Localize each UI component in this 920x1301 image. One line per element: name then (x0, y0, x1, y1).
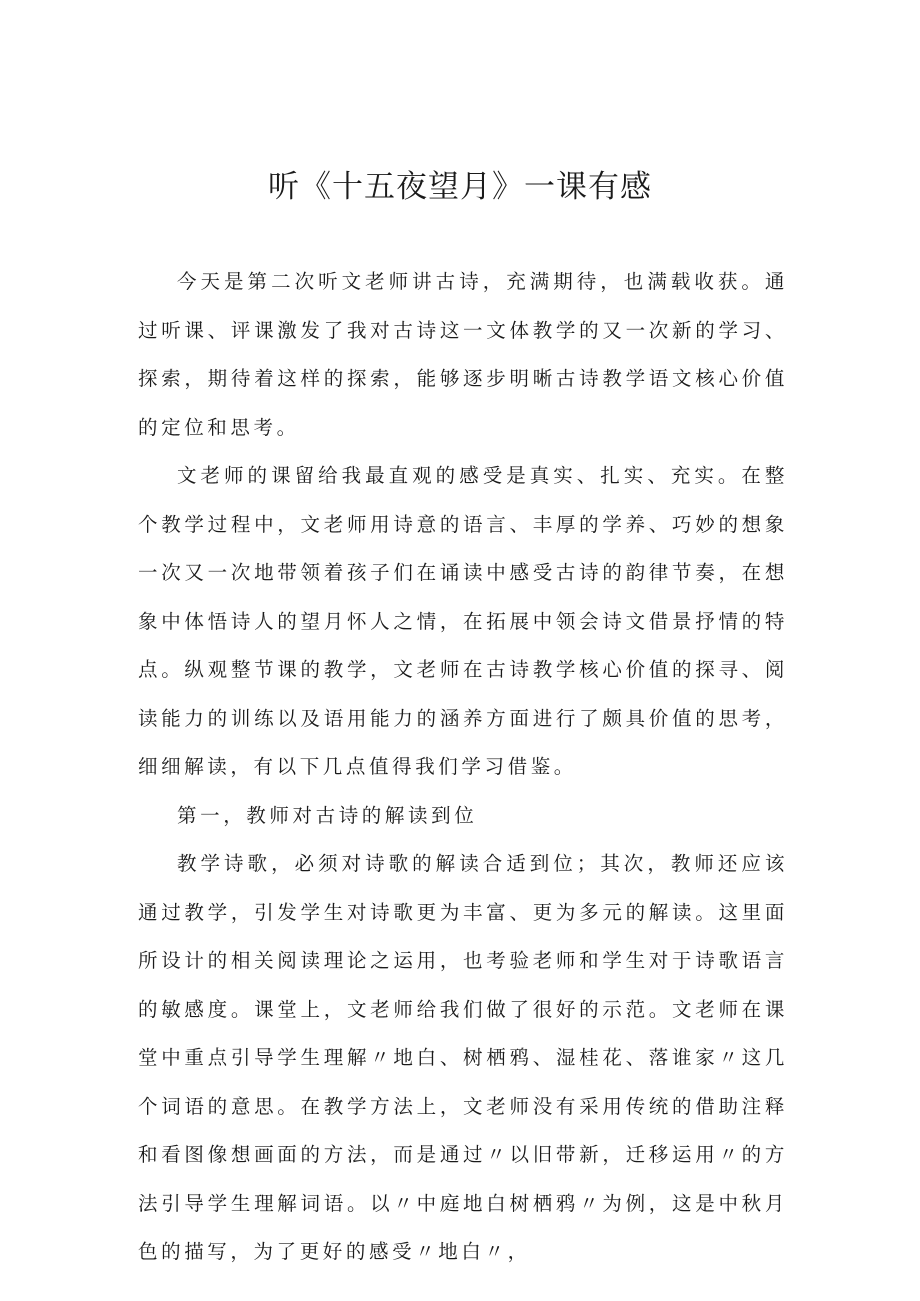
paragraph-first-point: 教学诗歌，必须对诗歌的解读合适到位；其次，教师还应该通过教学，引发学生对诗歌更为丰富、更为多元的解读。这里面所设计的相关阅读理论之运用，也考验老师和学生对于诗歌语言的敏感度。课堂上，文老师给我们做了很好的示范。文老师在课堂中重点引导学生理解〃地白、树栖鸦、湿桂花、落谁家〃这几个词语的意思。在教学方法上，文老师没有采用传统的借助注释和看图像想画面的方法，而是通过〃以旧带新，迁移运用〃的方法引导学生理解词语。以〃中庭地白树栖鸦〃为例，这是中秋月色的描写，为了更好的感受〃地白〃， (138, 852, 788, 1263)
paragraph-impression: 文老师的课留给我最直观的感受是真实、扎实、充实。在整个教学过程中，文老师用诗意的语言、丰厚的学养、巧妙的想象一次又一次地带领着孩子们在诵读中感受古诗的韵律节奏，在想象中体悟诗人的望月怀人之情，在拓展中领会诗文借景抒情的特点。纵观整节课的教学，文老师在古诗教学核心价值的探寻、阅读能力的训练以及语用能力的涵养方面进行了颇具价值的思考，细细解读，有以下几点值得我们学习借鉴。 (138, 464, 788, 778)
paragraph-intro: 今天是第二次听文老师讲古诗，充满期待，也满载收获。通过听课、评课激发了我对古诗这一文体教学的又一次新的学习、探索，期待着这样的探索，能够逐步明晰古诗教学语文核心价值的定位和思考。 (138, 270, 788, 439)
document-title: 听《十五夜望月》一课有感 (268, 169, 652, 205)
section-heading-first: 第一，教师对古诗的解读到位 (177, 803, 478, 827)
document-body (138, 258, 788, 1277)
